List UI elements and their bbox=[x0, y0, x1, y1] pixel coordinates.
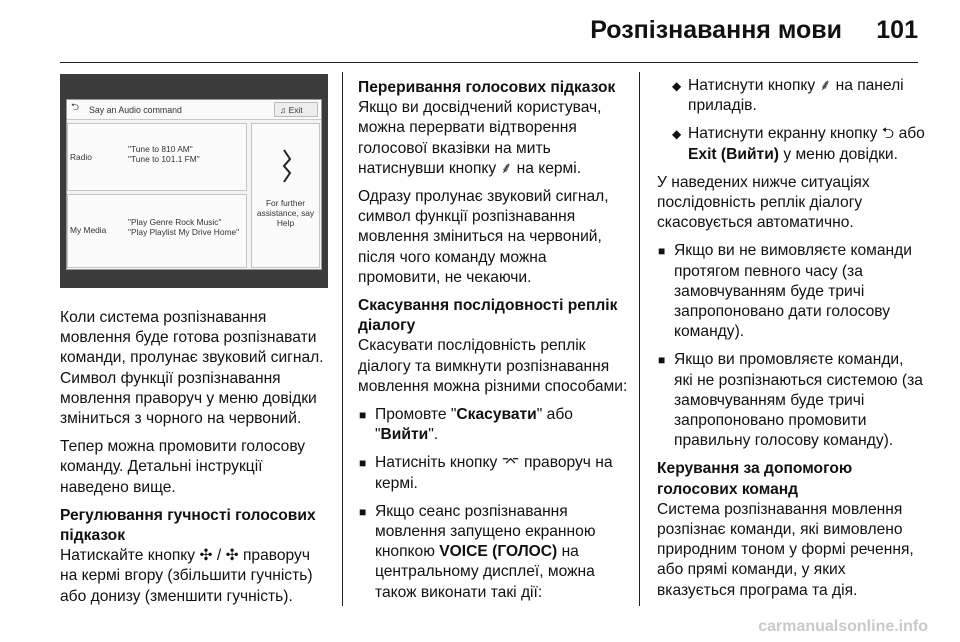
hang-up-icon: ⌤ bbox=[501, 454, 520, 472]
bullet-list bbox=[358, 405, 630, 603]
text-run: Якщо сеанс розпізнавання мовлення запущено екранною кнопкою bbox=[375, 502, 596, 561]
diamond-marker: ◆ bbox=[672, 127, 682, 142]
volume-down-icon: ✣ bbox=[225, 547, 239, 565]
exit-label: Exit bbox=[288, 105, 303, 115]
bullet-marker: ■ bbox=[359, 408, 367, 423]
paragraph: Система розпізнавання мовлення розпізнає команди, які вимовлено природним тоном у формі речення, або прямі команди, у яких вказується програма та дія. bbox=[657, 500, 914, 599]
column-divider bbox=[639, 72, 640, 606]
header-divider bbox=[60, 62, 918, 63]
paragraph: У наведених нижче ситуаціях послідовність реплік діалогу скасовується автоматично. bbox=[657, 173, 870, 232]
text-run: Натискайте кнопку bbox=[60, 547, 196, 565]
paragraph: Скасувати послідовність реплік діалогу та вимкнути розпізнавання мовлення можна різними способами: bbox=[358, 337, 628, 395]
bullet-marker: ■ bbox=[658, 244, 666, 259]
bullet-list bbox=[657, 241, 925, 451]
music-note-icon: ♫ bbox=[280, 105, 287, 115]
help-panel bbox=[251, 123, 320, 268]
bullet-marker: ■ bbox=[359, 456, 367, 471]
screen-title: Say an Audio command bbox=[89, 105, 182, 115]
text-run: Якщо ви досвідчений користувач, можна перервати відтворення голосової вказівки на мить натиснувши кнопку bbox=[358, 99, 602, 177]
page-number: 101 bbox=[876, 16, 918, 44]
diamond-marker: ◆ bbox=[672, 79, 682, 93]
bullet-marker: ■ bbox=[658, 353, 666, 368]
text-run: на панелі приладів. bbox=[688, 77, 904, 115]
text-run: або bbox=[898, 125, 925, 143]
text-run: " або " bbox=[375, 406, 573, 444]
text-run: Скасувати bbox=[456, 406, 537, 424]
bullet-marker: ■ bbox=[359, 504, 367, 519]
column-3 bbox=[657, 76, 925, 609]
column-divider bbox=[342, 72, 343, 606]
text-run: на кермі. bbox=[516, 159, 582, 177]
paragraph bbox=[60, 546, 330, 607]
text-run: / bbox=[216, 547, 222, 565]
text-run: Натиснути екранну кнопку bbox=[688, 125, 878, 143]
command-example: "Tune to 101.1 FM" bbox=[128, 154, 200, 164]
text-run: Якщо ви не вимовляєте команди протягом певного часу (за замовчуванням буде тричі запропоновано дати голосову команду). bbox=[674, 242, 912, 341]
list-item bbox=[657, 350, 925, 451]
text-run: VOICE (ГОЛОС) bbox=[439, 543, 558, 561]
diamond-list bbox=[657, 76, 925, 165]
screen-illustration bbox=[60, 74, 328, 288]
screen-topbar bbox=[67, 100, 321, 120]
volume-up-icon: ✣ bbox=[199, 547, 213, 565]
help-text-line: assistance, say bbox=[256, 208, 315, 218]
paragraph: Одразу пролунає звуковий сигнал, символ функції розпізнавання мовлення зміниться на червоний, після чого команду можна промовити, не чекаючи. bbox=[358, 188, 609, 286]
audio-command-screen bbox=[66, 99, 322, 270]
list-item bbox=[657, 241, 925, 342]
list-item bbox=[358, 502, 630, 603]
command-example: "Play Playlist My Drive Home" bbox=[128, 227, 240, 237]
text-run: Промовте " bbox=[375, 406, 457, 424]
command-row-media bbox=[67, 194, 247, 268]
paragraph bbox=[358, 98, 630, 179]
command-row-label: My Media bbox=[70, 225, 107, 235]
section-heading: Регулювання гучності голосових підказок bbox=[60, 506, 316, 545]
watermark: carmanualsonline.info bbox=[758, 618, 928, 635]
text-run: Натиснути кнопку bbox=[688, 77, 816, 94]
section-title: Розпізнавання мови bbox=[590, 16, 842, 44]
command-row-label: Radio bbox=[70, 152, 92, 162]
text-run: ". bbox=[428, 426, 439, 444]
list-item bbox=[671, 124, 925, 164]
text-run: праворуч на кермі. bbox=[375, 454, 613, 492]
text-run: Exit (Вийти) bbox=[688, 145, 779, 163]
column-1 bbox=[60, 308, 330, 615]
text-run: у меню довідки. bbox=[783, 145, 898, 163]
list-item bbox=[358, 405, 630, 445]
exit-button bbox=[274, 102, 318, 117]
help-text-line: For further bbox=[265, 198, 306, 208]
speech-recognition-icon bbox=[276, 146, 298, 186]
command-example: "Play Genre Rock Music" bbox=[128, 217, 222, 227]
panel-voice-icon: ⸙ bbox=[819, 77, 832, 94]
list-item bbox=[358, 453, 630, 493]
back-arrow-icon: ⮌ bbox=[881, 125, 895, 143]
text-run: Вийти bbox=[380, 426, 429, 444]
column-2 bbox=[358, 76, 630, 611]
text-run: праворуч на кермі вгору (збільшити гучність) або донизу (зменшити гучність). bbox=[60, 547, 313, 605]
command-row-radio bbox=[67, 123, 247, 191]
help-text-line: Help bbox=[276, 218, 295, 228]
section-heading: Керування за допомогою голосових команд bbox=[657, 460, 853, 498]
text-run: на центральному дисплеї, можна також виконати такі дії: bbox=[375, 543, 595, 601]
section-heading: Скасування послідовності реплік діалогу bbox=[358, 297, 618, 335]
command-example: "Tune to 810 AM" bbox=[128, 144, 193, 154]
back-arrow-icon: ⮌ bbox=[71, 102, 80, 113]
paragraph: Тепер можна промовити голосову команду. Детальні інструкції наведено вище. bbox=[60, 438, 306, 496]
list-item bbox=[671, 76, 925, 116]
text-run: Якщо ви промовляєте команди, які не розпізнаються системою (за замовчуванням буде тричі запропоновано промовити правильну голосову команду). bbox=[674, 351, 923, 450]
section-heading: Переривання голосових підказок bbox=[358, 79, 616, 96]
text-run: Натисніть кнопку bbox=[375, 454, 498, 472]
voice-button-icon: ⸙ bbox=[500, 159, 513, 177]
paragraph: Коли система розпізнавання мовлення буде готова розпізнавати команди, пролунає звуковий сигнал. Символ функції розпізнавання мовлення праворуч у меню довідки зміниться з чорного на червоний. bbox=[60, 309, 324, 428]
